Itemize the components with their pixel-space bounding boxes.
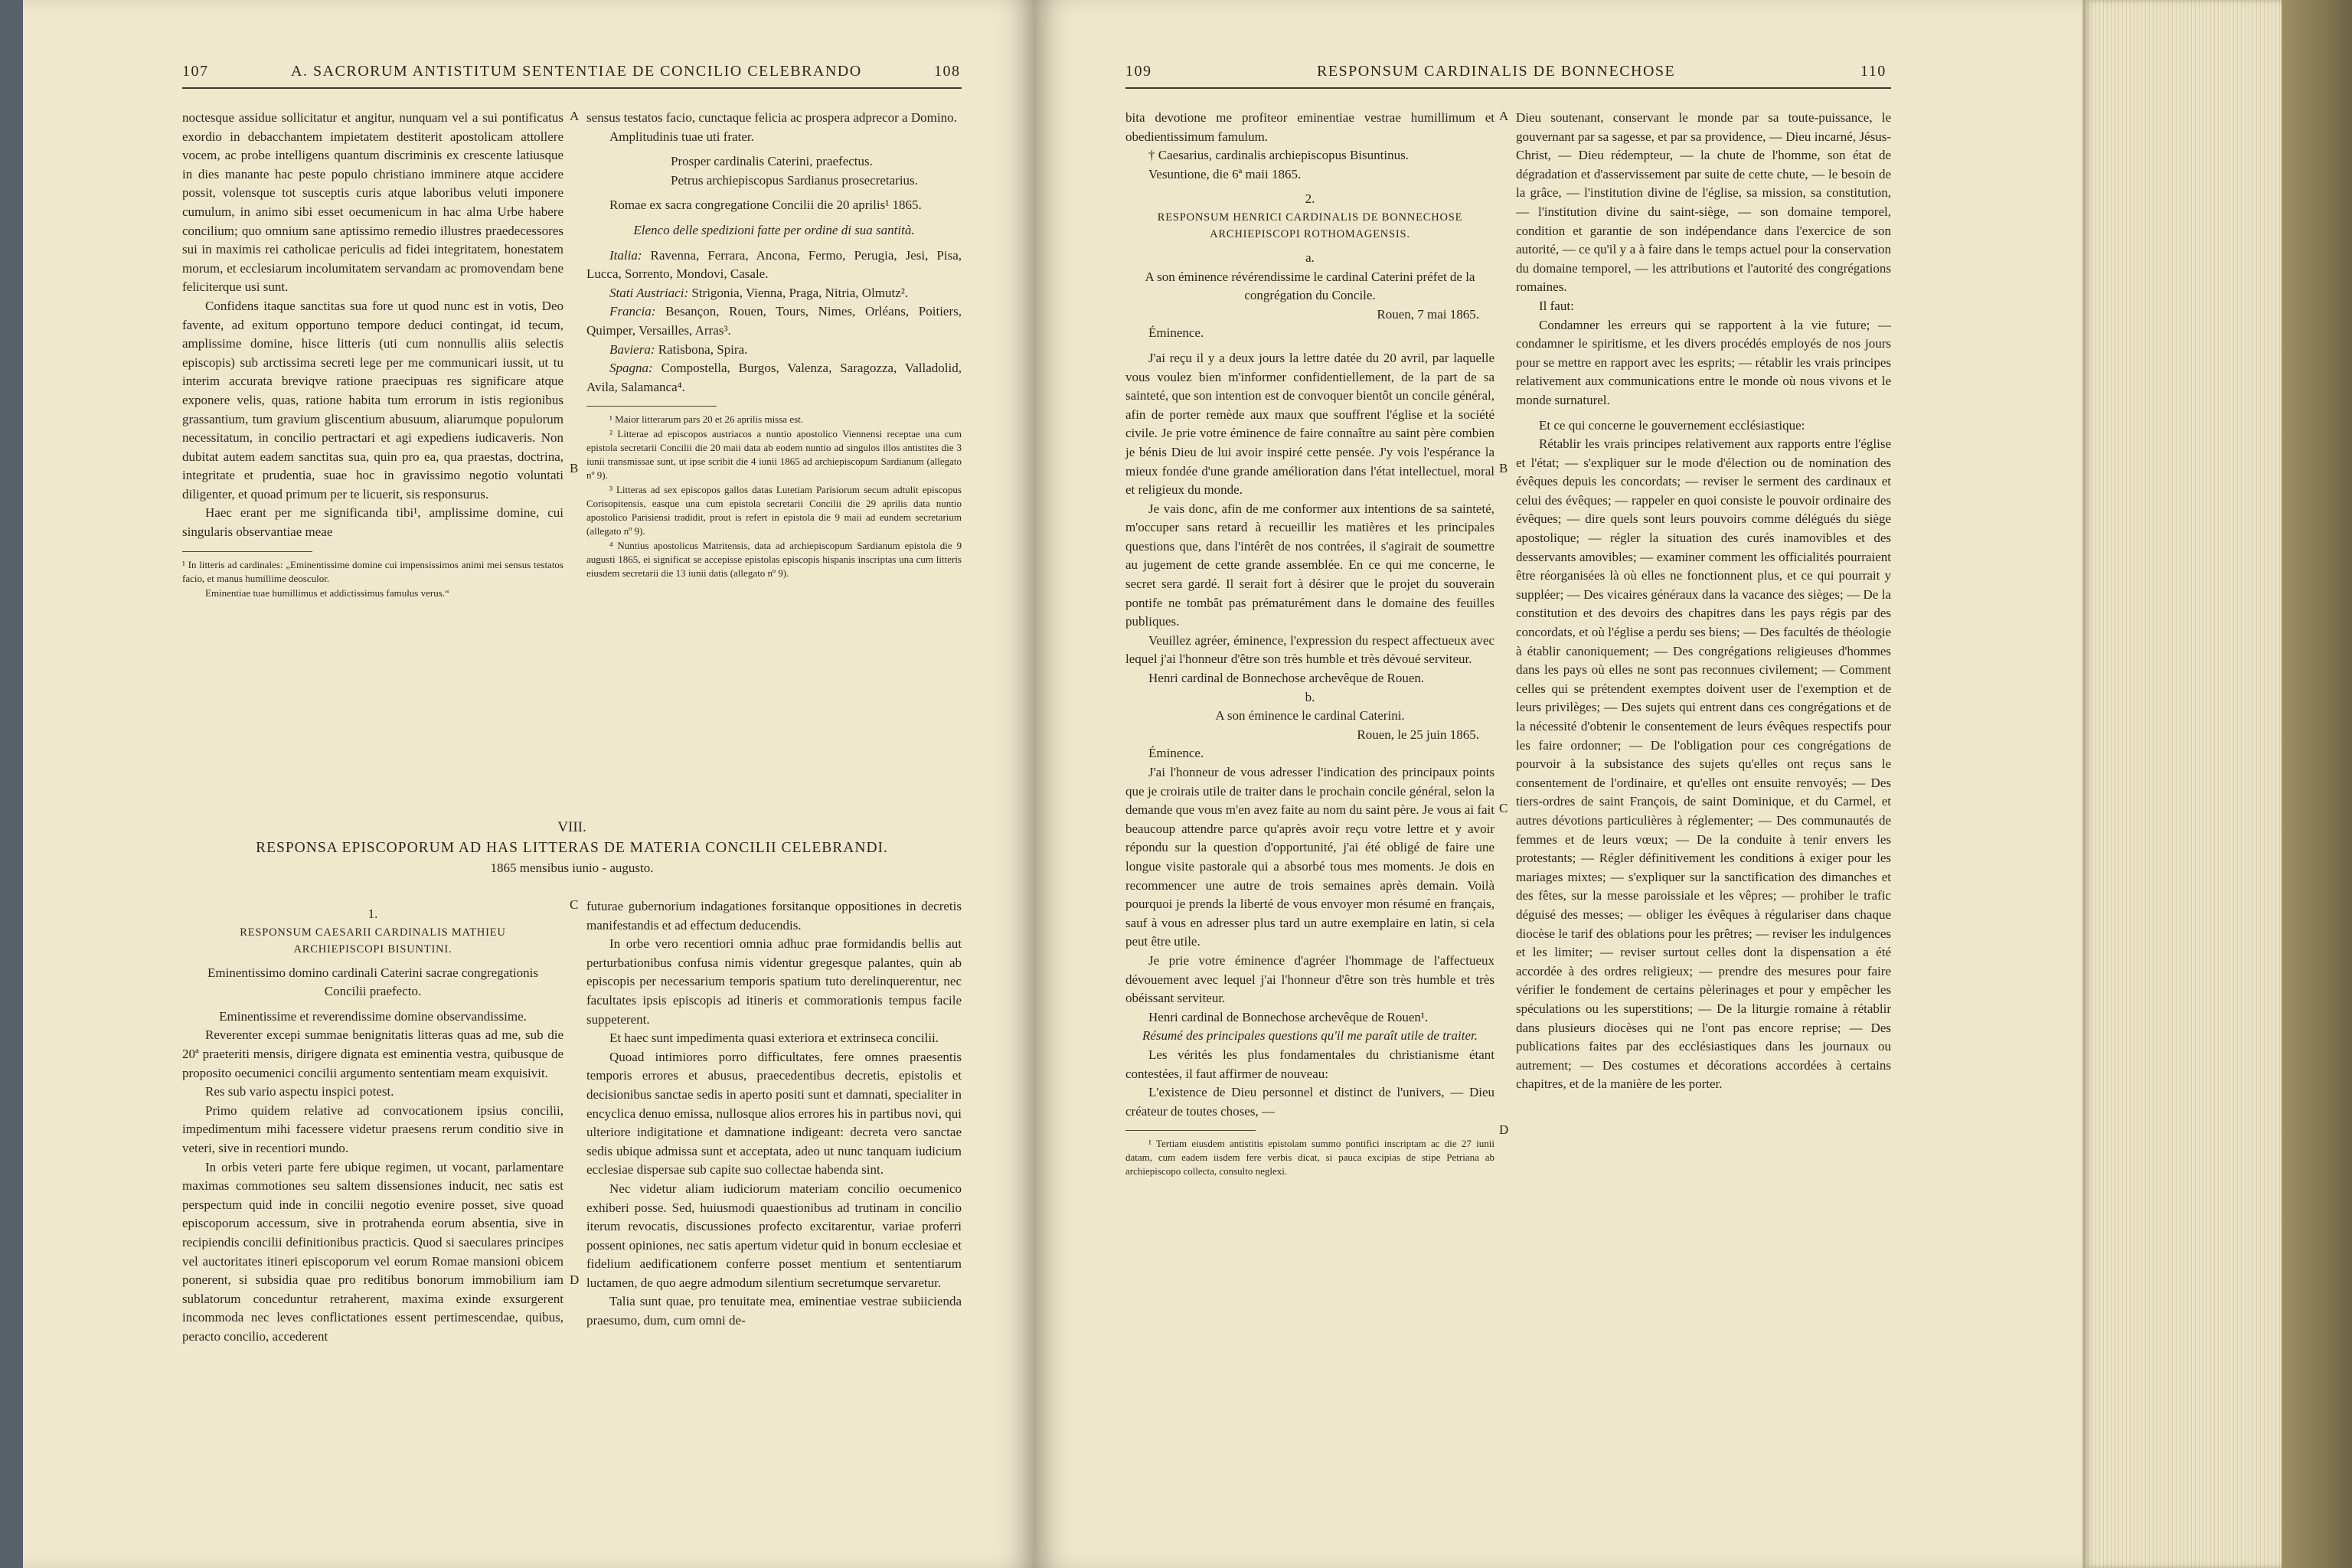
section-subtitle: 1865 mensibus iunio - augusto. — [490, 861, 654, 875]
footnotes — [1125, 1130, 1494, 1178]
paragraph: Je vais donc, afin de me conformer aux intentions de sa sainteté, m'occuper sans retard à recueillir les matières et les principales questions que, dans l'intérêt de nos contrées, il s'agirait de soumettre au jugement de cette grande assemblée. En ce qui me concerne, le secret sera gardé. Il serait fort à désirer que le projet du souverain pontife ne tombât pas prématurément dans le domaine des feuilles publiques. — [1125, 501, 1494, 629]
paragraph: Et haec sunt impedimenta quasi exteriora et extrinseca concilii. — [609, 1031, 939, 1046]
paragraph: Rétablir les vrais principes relativement aux rapports entre l'église et l'état; — s'expliquer sur le mode d'élection ou de nomination des évêques depuis les concordats; — reviser le serment des cardinaux et celui des évêques; — rappeler en quoi consiste le pouvoir ordinaire des évêques; — dire quels sont leurs pouvoirs comme délégués du siège apostolique; — régler la situation des curés inamovibles et des desservants amovibles; — examiner comment les officialités pourraient être réorganisées là où elles ne fonctionnent plus, et ce qui pourrait y suppléer; — Des vicaires généraux dans la vacance des sièges; — De la constitution et des devoirs des chapitres dans les pays régis par des concordats, et où l'église a perdu ses biens; — Des facultés de théologie à établir canoniquement; — Des congrégations religieuses d'hommes dans les pays où elles ne sont pas reconnues civilement; — Comment celles qui se prétendent exemptes doivent user de l'exemption et de leurs privilèges; — Des sujets qui entrent dans ces congrégations et de la nécessité d'obtenir le consentement de leurs évêques respectifs pour les faire ordonner; — De l'obligation pour ces congrégations de pourvoir à la subsistance des sujets qu'elles ont reçus sans le consentement de l'ordinaire, et qu'elles ont ensuite renvoyés; — Des tiers-ordres de saint François, de saint Dominique, et du Carmel, et autres dévotions particulières à réglementer; — Des communautés de femmes et de leurs vœux; — De la conduite à tenir envers les protestants; — Régler définitivement les conditions à exiger pour les mariages mixtes; — s'expliquer sur la sanctification des dimanches et des fêtes, sur la messe paroissiale et les vêpres; — prohiber le trafic déguisé des messes; — obliger les évêques à régulariser dans chaque diocèse le tarif des oblations pour les prêtres; — reviser les indulgences et les limiter; — reviser surtout celles dont la dispensation a été accordée à des ordres religieux; — prendre des mesures pour faire vérifier le fondement de certains pèlerinages et pour y empêcher les spéculations ou les superstitions; — De la liturgie romaine à rétablir dans plusieurs diocèses qui ne l'ont pas encore reprise; — Des publications faites par des ecclésiastiques dans les journaux ou autrement; — Des costumes et décorations accordées à certains chapitres, et de la manière de les porter. — [1516, 436, 1891, 1092]
left-column-3 — [182, 905, 564, 1346]
document-heading: RESPONSUM CAESARII CARDINALIS MATHIEU ARCHIEPISCOPI BISUNTINI. — [240, 926, 506, 956]
paragraph: sensus testatos facio, cunctaque felicia ac prospera adprecor a Domino. — [586, 110, 957, 125]
page-number-right: 108 — [934, 63, 961, 80]
list-item: Spagna: Compostella, Burgos, Valenza, Saragozza, Valladolid, Avila, Salamanca⁴. — [586, 361, 962, 394]
footnote: ² Litterae ad episcopos austriacos a nuntio apostolico Viennensi receptae una cum epistola secretarii Concilii die 20 maii data ab eodem nuntio ad singulos illos antistites die 3 iunii transmissae sunt, ut ipse scribit die 4 iunii 1865 ad archiepiscopum Sardianum (allegato nº 9). — [586, 428, 962, 482]
paragraph: Romae ex sacra congregatione Concilii die 20 aprilis¹ 1865. — [609, 198, 922, 213]
right-column-2 — [1516, 109, 1891, 1094]
footnote-rule — [586, 406, 717, 407]
list-item: Francia: Besançon, Rouen, Tours, Nimes, Orléans, Poitiers, Quimper, Versailles, Arras³. — [586, 304, 962, 338]
left-column-1 — [182, 109, 564, 601]
header-rule — [182, 87, 962, 89]
footnote: ⁴ Nuntius apostolicus Matritensis, data ad archiepiscopum Sardianum epistola die 9 augusti 1865, ei significat se accepisse epistolas episcopis hispanis inscriptas una cum litteris eiusdem secretarii die 13 iunii datis (allegato nº 9). — [586, 540, 962, 580]
paragraph: L'existence de Dieu personnel et distinct de l'univers, — Dieu créateur de toutes choses, — — [1125, 1085, 1494, 1119]
signature: † Caesarius, cardinalis archiepiscopus Bisuntinus. — [1148, 148, 1409, 163]
margin-marker-d: D — [1499, 1122, 1509, 1137]
salutation: Éminence. — [1148, 325, 1204, 341]
signature: Henri cardinal de Bonnechose archevêque de Rouen¹. — [1148, 1009, 1429, 1024]
footnote: ³ Litteras ad sex episcopos gallos datas Lutetiam Parisiorum secum adtulit episcopus Corisopitensis, easque una cum epistola secretarii Concilii die 29 aprilis data nuntio apostolico Parisiensi tradidit, prout is refert in epistola die 9 maii ad eundem secretarium (allegato nº 9). — [586, 484, 962, 537]
paragraph: Dieu soutenant, conservant le monde par sa toute-puissance, le gouvernant par sa sagesse, et par sa providence, — Dieu incarné, Jésus-Christ, — Dieu rédempteur, — la chute de l'homme, son état de dégradation et d'asservissement par suite de cette chute, — le besoin de la grâce, — l'institution divine de l'église, sa mission, sa constitution, — l'institution divine du saint-siège, — son domaine temporel, condition et garantie de son indépendance dans l'exercice de son autorité, — ce qu'il y a à faire dans le temps actuel pour la conservation du domaine temporel, — les attributions et l'autorité des congrégations romaines. — [1516, 110, 1891, 295]
paragraph: Les vérités les plus fondamentales du christianisme étant contestées, il faut affirmer de nouveau: — [1125, 1047, 1494, 1081]
date: Rouen, le 25 juin 1865. — [1357, 727, 1479, 742]
margin-marker-a: A — [570, 109, 580, 123]
paragraph: Res sub vario aspectu inspici potest. — [205, 1084, 394, 1099]
page-edges — [2082, 0, 2305, 1568]
section-title: RESPONSA EPISCOPORUM AD HAS LITTERAS DE MATERIA CONCILII CELEBRANDI. — [256, 840, 888, 856]
paragraph: Et ce qui concerne le gouvernement ecclésiastique: — [1539, 417, 1805, 433]
paragraph: In orbis veteri parte fere ubique regimen, ut vocant, parlamentare maximas commotiones seu saltem dissensiones inducit, nec satis est perspectum quid inde in concilii negotio evenire posset, sive quoad episcoporum accessum, sive in protrahenda eorum absentia, sive in recipiendis concilii definitionibus practicis. Quod si saeculares principes vel auctoritates itineri episcoporum vel eorum Romae mansioni obicem ponerent, si subsidia quae pro reditibus bonorum immobilium iam sublatorum conceduntur retraherent, maxima exinde exsurgerent incommoda nec leves conflictationes essent pertimescendae, quibus, peracto concilio, accederent — [182, 1159, 564, 1344]
signature: Henri cardinal de Bonnechose archevêque de Rouen. — [1148, 671, 1425, 686]
paragraph: Quoad intimiores porro difficultates, fere omnes praesentis temporis errores et abusus, praecedentibus decretis, epistolis et decisionibus sanctae sedis in aperto positi sunt et damnati, specialiter in encyclica denuo emissa, nullosque alios errores his in partibus novi, qui ulteriore indigitatione et damnatione indigeant: decreta vero sanctae sedis ubique admissa sunt et acceptata, adeo ut nunc tanquam iudicium ecclesiae dispersae sub capite suo collectae habenda sint. — [586, 1049, 962, 1178]
signature: Prosper cardinalis Caterini, praefectus. — [671, 154, 873, 169]
date: Rouen, 7 mai 1865. — [1377, 306, 1479, 322]
footnotes — [182, 551, 564, 600]
list-heading: Elenco delle spedizioni fatte per ordine di sua santità. — [633, 222, 915, 237]
running-title-right: RESPONSUM CARDINALIS DE BONNECHOSE — [1317, 63, 1676, 80]
paragraph: J'ai l'honneur de vous adresser l'indication des principaux points que je croirais utile de traiter dans le prochain concile général, selon la demande que vous m'en avez faite au nom du saint père. Je vous ai fait beaucoup attendre parce qu'après avoir reçu votre lettre et y avoir répondu sur la question d'opportunité, j'ai été obligé de faire une longue visite pastorale qui a absorbé tous mes moments. Je dois en recommencer une autre de trois semaines après demain. Voilà pourquoi je prends la liberté de vous envoyer mon résumé en français, sauf à vous en adresser plus tard un autre exemplaire en latin, si cela peut être utile. — [1125, 765, 1494, 949]
section-number: VIII. — [557, 819, 586, 835]
paragraph: bita devotione me profiteor eminentiae vestrae humillimum et obedientissimum famulum. — [1125, 110, 1494, 144]
paragraph: Amplitudinis tuae uti frater. — [609, 129, 754, 144]
list-item: Stati Austriaci: Strigonia, Vienna, Praga, Nitria, Olmutz². — [609, 285, 909, 300]
document-heading: RESPONSUM HENRICI CARDINALIS DE BONNECHOSE ARCHIEPISCOPI ROTHOMAGENSIS. — [1157, 211, 1463, 240]
document-number: 2. — [1305, 191, 1315, 207]
paragraph: noctesque assidue sollicitatur et angitur, nunquam vel a sui pontificatus exordio in debacchantem impietatem destiterit apostolicam attollere vocem, ac probe intelligens quantum discriminis ex crescente latiusque in dies manante hac peste populo christiano imminere atque accidere possit, volensque tot susceptis curis atque laboribus veluti imponere cumulum, in animo sibi esset oecumenicum in hac alma Urbe habere concilium; quo omnium sane aptissimo remedio illustres praedecessores sui in maximis rei catholicae periculis ad fidei integritatem, honestatem morum, et ecclesiarum incolumitatem servandam ac promovendam bene feliciterque usi sunt. — [182, 110, 564, 295]
margin-marker-b: B — [570, 461, 579, 475]
list-item: Baviera: Ratisbona, Spira. — [609, 341, 748, 357]
left-column-4 — [586, 897, 962, 1331]
place-date: Vesuntione, die 6ª maii 1865. — [1148, 166, 1302, 181]
paragraph: Il faut: — [1539, 298, 1574, 313]
summary-heading: Résumé des principales questions qu'il me paraît utile de traiter. — [1142, 1028, 1478, 1044]
address: A son éminence le cardinal Caterini. — [1215, 708, 1405, 724]
page-number-left: 109 — [1125, 63, 1152, 80]
document-number: 1. — [368, 906, 378, 921]
margin-marker-c: C — [570, 897, 579, 912]
footnote: ¹ In litteris ad cardinales: „Eminentissime domine cui impensissimos animi mei sensus testatos facio, et manus humillime deosculor. — [182, 558, 564, 584]
paragraph: Je prie votre éminence d'agréer l'hommage de l'affectueux dévouement avec lequel j'ai l'honneur d'être son très humble et très obéissant serviteur. — [1125, 952, 1494, 1006]
book-cover-board — [2282, 0, 2352, 1568]
letter-label: b. — [1305, 689, 1315, 704]
left-page — [23, 0, 1034, 1568]
paragraph: Talia sunt quae, pro tenuitate mea, eminentiae vestrae subiicienda praesumo, dum, cum omni de- — [586, 1294, 962, 1328]
paragraph: J'ai reçu il y a deux jours la lettre datée du 20 avril, par laquelle vous voulez bien m'informer confidentiellement, de la part de sa sainteté, que son intention est de convoquer bientôt un concile général, afin de porter remède aux maux que souffrent l'église et la société civile. Je prie votre éminence de faire connaître au saint père combien je bénis Dieu de lui avoir inspiré cette pensée. J'y vois l'espérance la mieux fondée d'une grande amélioration dans l'état intellectuel, moral et religieux du monde. — [1125, 350, 1494, 498]
margin-marker-c: C — [1499, 801, 1508, 815]
paragraph: Confidens itaque sanctitas sua fore ut quod nunc est in votis, Deo favente, ad exitum opportuno tempore deduci contingat, id tecum, amplissime domine, hisce litteris (uti cum nonnullis aliis selectis episcopis) sub arctissima secreti lege per me communicari iussit, ut tu interim accurata breviqve ratione praecipuas res significare atque exponere velis, quas, ratione habita tum errorum in istis regionibus grassantium, tum gravium gliscentium abusuum, aliarumque populorum necessitatum, in concilio pertractari et agi expediens iudicaveris. Non dubitat autem eadem sanctitas sua, quin pro ea, qua praestas, doctrina, integritate et prudentia, suae hoc in gravissimo negotio voluntati diligenter, et quoad primum per te licuerit, sis responsurus. — [182, 298, 564, 501]
address: A son éminence révérendissime le cardinal Caterini préfet de la congrégation du Concile. — [1145, 269, 1475, 303]
paragraph: Primo quidem relative ad convocationem ipsius concilii, impedimentum mihi facessere videtur praesens rerum conditio sive in veteri, sive in recentiori mundo. — [182, 1102, 564, 1155]
footnote: ¹ Maior litterarum pars 20 et 26 aprilis missa est. — [609, 413, 804, 426]
section-heading — [182, 818, 962, 877]
paragraph: Reverenter excepi summae benignitatis litteras quas ad me, sub die 20ª praeteriti mensis, dirigere dignata est eminentia vestra, quibusque de proposito oecumenici concilii argumento sententiam meam exquisivit. — [182, 1027, 564, 1080]
margin-marker-a: A — [1499, 109, 1509, 123]
footnote: ¹ Tertiam eiusdem antistitis epistolam summo pontifici inscriptam ac die 27 iunii datam, cum eadem iisdem fere verbis dicat, si pauca excipias de stipe Petriana ab archiepiscopo collecta, consulto neglexi. — [1125, 1138, 1494, 1178]
left-column-2 — [586, 109, 962, 581]
margin-marker-d: D — [570, 1272, 580, 1287]
page-number-left: 107 — [182, 63, 209, 80]
footnotes — [586, 406, 962, 580]
address: Eminentissimo domino cardinali Caterini sacrae congregationis Concilii praefecto. — [207, 965, 538, 999]
paragraph: Nec videtur aliam iudiciorum materiam concilio oecumenico exhiberi posse. Sed, huiusmodi quaestionibus ad trutinam in concilio iterum revocatis, discussiones profecto excitarentur, variae proferri possent opiniones, nec satis apertum videtur quid in bonum ecclesiae et fidelium aedificationem conferre posset mentium et sententiarum luctamen, de quo aegre admodum silentium secretumque servaretur. — [586, 1181, 962, 1290]
right-column-1 — [1125, 109, 1494, 1179]
paragraph: Condamner les erreurs qui se rapportent à la vie future; — condamner le spiritisme, et les divers procédés employés de nos jours pour se mettre en rapport avec les esprits; — rétablir les vrais principes relativement aux communications entre le monde où nous vivons et le monde surnaturel. — [1516, 317, 1891, 407]
footnote-rule — [182, 551, 312, 552]
page-number-right: 110 — [1860, 63, 1886, 80]
running-title-left: A. SACRORUM ANTISTITUM SENTENTIAE DE CONCILIO CELEBRANDO — [291, 63, 862, 80]
right-page — [1034, 0, 2121, 1568]
header-rule — [1125, 87, 1891, 89]
footnote: Eminentiae tuae humillimus et addictissimus famulus verus.“ — [205, 586, 449, 599]
margin-marker-b: B — [1499, 461, 1508, 475]
salutation: Eminentissime et reverendissime domine observandissime. — [219, 1008, 527, 1024]
salutation: Éminence. — [1148, 746, 1204, 761]
paragraph: In orbe vero recentiori omnia adhuc prae formidandis bellis aut perturbationibus confusa nimis videntur gregesque palantes, quin ab episcopis per necessarium temporis spatium tuto derelinquerentur, nec facultates ipsis episcopis ad itineris et commorationis tempus facile suppeterent. — [586, 936, 962, 1027]
paragraph: Haec erant per me significanda tibi¹, amplissime domine, cui singularis observantiae meae — [182, 505, 564, 540]
signature: Petrus archiepiscopus Sardianus prosecretarius. — [671, 172, 918, 188]
book-spread — [23, 0, 2121, 1568]
paragraph: futurae gubernorium indagationes forsitanque oppositiones in decretis manifestandis et ad effectum deducendis. — [586, 899, 962, 933]
letter-label: a. — [1305, 250, 1315, 265]
list-item: Italia: Ravenna, Ferrara, Ancona, Fermo, Perugia, Jesi, Pisa, Lucca, Sorrento, Mondovi, Casale. — [586, 247, 962, 282]
paragraph: Veuillez agréer, éminence, l'expression du respect affectueux avec lequel j'ai l'honneur d'être son très humble et très dévoué serviteur. — [1125, 632, 1494, 667]
footnote-rule — [1125, 1130, 1256, 1131]
